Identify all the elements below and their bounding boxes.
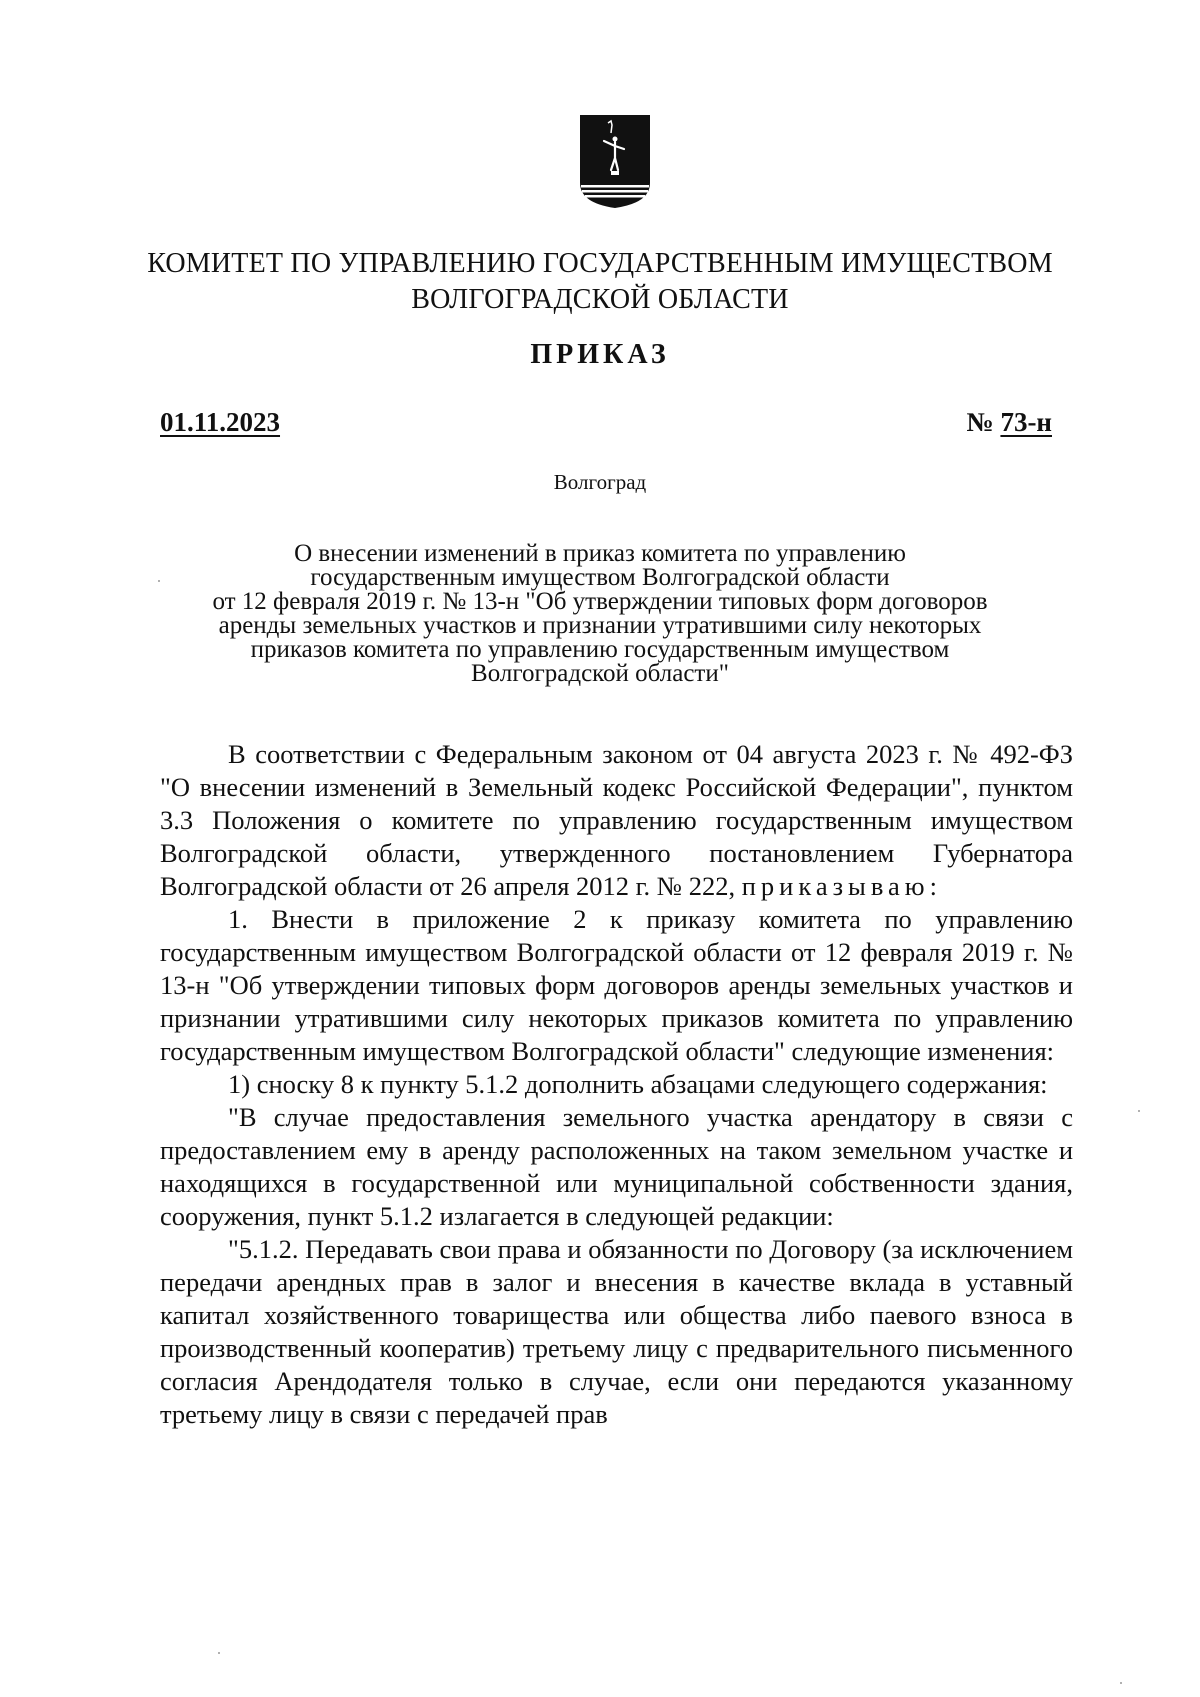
title-line: приказов комитета по управлению государственным имуществом (250, 636, 950, 663)
title-line: от 12 февраля 2019 г. № 13-н "Об утверждении типовых форм договоров (212, 588, 988, 615)
volgograd-coat-of-arms-icon (578, 113, 652, 210)
document-date: 01.11.2023 (160, 407, 281, 437)
preamble-text: В соответствии с Федеральным законом от 04 августа 2023 г. № 492-ФЗ "О внесении изменений в Земельный кодекс Российской Федерации", пунктом 3.3 Положения о комитете по управлению государственным имуществом Волгоградской области, утвержденного постановлением Губернатора Волгоградской области от 26 апреля 2012 г. № 222, (160, 739, 1073, 901)
title-line: государственным имуществом Волгоградской области (310, 564, 890, 591)
order-word: приказываю: (741, 871, 942, 901)
body-paragraph: "В случае предоставления земельного участка арендатору в связи с предоставлением ему в аренду расположенных на таком земельном участке и находящихся в государственной или муниципальной собственности здания, сооружения, пункт 5.1.2 излагается в следующей редакции: (160, 1102, 1073, 1231)
document-type: ПРИКАЗ (530, 339, 670, 370)
scan-speck (218, 1652, 220, 1654)
organization-name-line-1: КОМИТЕТ ПО УПРАВЛЕНИЮ ГОСУДАРСТВЕННЫМ ИМУЩЕСТВОМ (147, 248, 1053, 279)
document-body (160, 738, 1073, 1431)
document-city: Волгоград (553, 470, 647, 494)
document-number (967, 407, 1052, 438)
title-line: О внесении изменений в приказ комитета по управлению (294, 540, 906, 567)
number-prefix: № (966, 407, 1001, 437)
title-line: аренды земельных участков и признании утратившими силу некоторых (218, 612, 982, 639)
document-title (140, 542, 1060, 686)
scan-speck (1120, 1682, 1122, 1684)
title-line: Волгоградской области" (471, 660, 729, 687)
scan-speck (1138, 1110, 1140, 1112)
body-paragraph: 1. Внести в приложение 2 к приказу комитета по управлению государственным имуществом Волгоградской области от 12 февраля 2019 г. № 13-н "Об утверждении типовых форм договоров аренды земельных участков и признании утратившими силу некоторых приказов комитета по управлению государственным имуществом Волгоградской области" следующие изменения: (160, 904, 1073, 1066)
number-value: 73-н (1000, 407, 1052, 437)
scan-speck (158, 580, 160, 582)
organization-name-line-2: ВОЛГОГРАДСКОЙ ОБЛАСТИ (411, 284, 789, 315)
body-paragraph: "5.1.2. Передавать свои права и обязанности по Договору (за исключением передачи арендных прав в залог и внесения в качестве вклада в уставный капитал хозяйственного товарищества или общества либо паевого взноса в производственный кооператив) третьему лицу с предварительного письменного согласия Арендодателя только в случае, если они передаются указанному третьему лицу в связи с передачей прав (160, 1234, 1073, 1429)
preamble-paragraph (160, 738, 1073, 903)
body-paragraph: 1) сноску 8 к пункту 5.1.2 дополнить абзацами следующего содержания: (228, 1069, 1048, 1099)
